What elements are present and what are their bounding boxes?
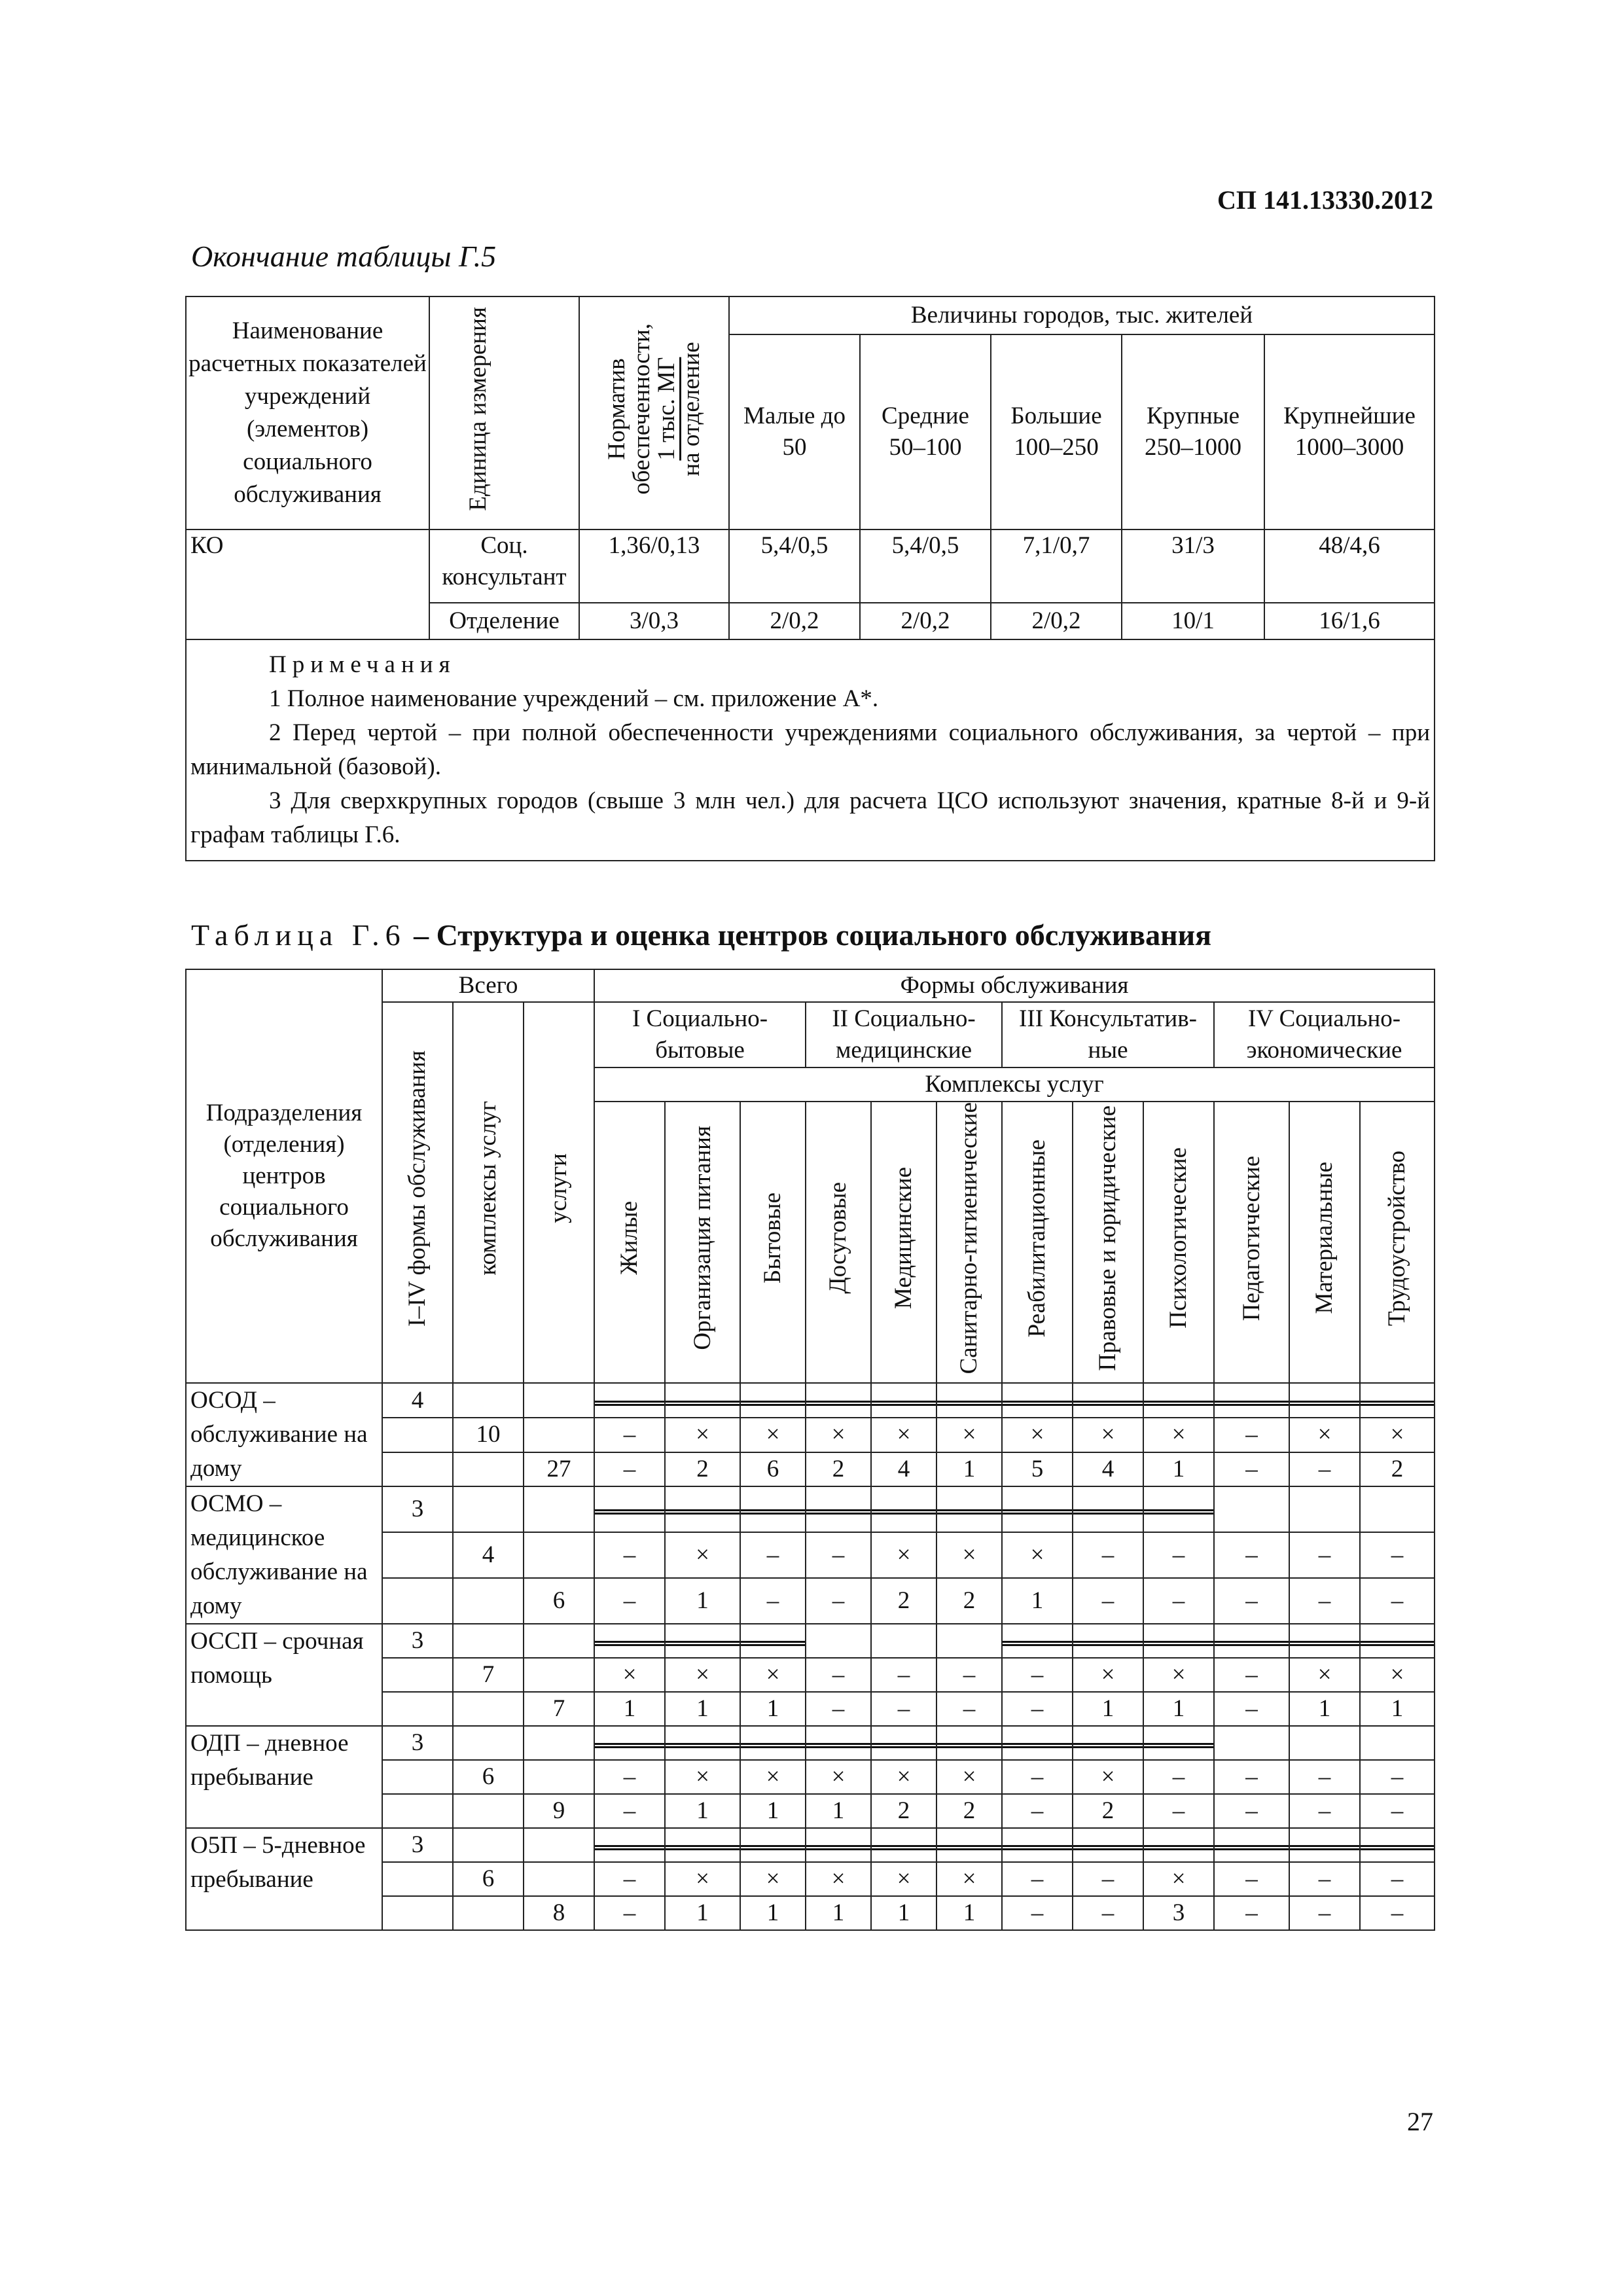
form-bar-cell (1360, 1828, 1435, 1862)
complex-cell: – (1073, 1532, 1143, 1578)
empty-cell (382, 1794, 453, 1828)
subdivision-name: ОССП – срочная помощь (186, 1624, 382, 1726)
form-bar-cell (936, 1828, 1002, 1862)
service-cell: 2 (665, 1452, 740, 1487)
form-bar-cell (936, 1726, 1002, 1760)
cell-small: 5,4/0,5 (729, 529, 860, 603)
complex-cell: × (665, 1862, 740, 1896)
header-services: услуги (524, 1002, 594, 1383)
service-cell: 1 (806, 1794, 871, 1828)
form-bar-cell (936, 1383, 1002, 1418)
form-bar-cell (740, 1624, 806, 1658)
service-cell: – (1214, 1794, 1289, 1828)
header-complex-col: Реабилитационные (1002, 1102, 1073, 1383)
services-count-cell: 9 (524, 1794, 594, 1828)
form-bar-cell (1002, 1828, 1073, 1862)
empty-cell (453, 1624, 524, 1658)
empty-cell (524, 1828, 594, 1862)
empty-cell (524, 1760, 594, 1794)
form-bar-cell (871, 1383, 936, 1418)
complex-cell: × (936, 1418, 1002, 1452)
form-bar-cell (1002, 1486, 1073, 1532)
header-city-sizes: Величины городов, тыс. жителей (729, 296, 1435, 334)
cell-unit: Отделение (429, 603, 579, 639)
document-code: СП 141.13330.2012 (1217, 185, 1433, 215)
form-bar-cell (806, 1726, 871, 1760)
header-largest: Крупнейшие 1000–3000 (1264, 334, 1435, 529)
complex-cell: × (740, 1658, 806, 1692)
service-cell: – (1214, 1578, 1289, 1624)
form-bar-cell (806, 1624, 871, 1658)
empty-cell (524, 1862, 594, 1896)
complex-cell: × (740, 1862, 806, 1896)
service-cell: – (1214, 1452, 1289, 1487)
service-cell: – (1073, 1896, 1143, 1930)
complexes-count-cell: 10 (453, 1418, 524, 1452)
form-bar-cell (1002, 1726, 1073, 1760)
empty-cell (453, 1896, 524, 1930)
service-cell: – (1214, 1692, 1289, 1726)
complex-cell: – (1073, 1862, 1143, 1896)
header-norm: Норматив обеспеченности, 1 тыс. МГ на отделение (579, 296, 729, 529)
services-count-cell: 27 (524, 1452, 594, 1487)
header-form-4: IV Социально-экономические (1214, 1002, 1435, 1067)
header-complex-col: Медицинские (871, 1102, 936, 1383)
complex-cell: – (1214, 1658, 1289, 1692)
complex-cell: – (806, 1532, 871, 1578)
service-cell: – (1289, 1896, 1360, 1930)
form-bar-cell (871, 1828, 936, 1862)
empty-cell (453, 1828, 524, 1862)
complex-cell: – (871, 1658, 936, 1692)
complex-cell: – (594, 1862, 665, 1896)
complex-cell: × (665, 1532, 740, 1578)
form-bar-cell (1002, 1383, 1073, 1418)
cell-big: 31/3 (1122, 529, 1264, 603)
form-bar-cell (1214, 1624, 1289, 1658)
table-g6-title: Таблица Г.6 – Структура и оценка центров социального обслуживания (191, 918, 1211, 952)
subdivision-name: ОСОД – обслуживание на дому (186, 1383, 382, 1486)
empty-cell (382, 1578, 453, 1624)
complex-cell: × (740, 1418, 806, 1452)
service-cell: 2 (936, 1794, 1002, 1828)
complex-cell: – (1360, 1532, 1435, 1578)
complex-cell: × (740, 1760, 806, 1794)
service-cell: – (594, 1896, 665, 1930)
form-bar-cell (1289, 1486, 1360, 1532)
empty-cell (453, 1692, 524, 1726)
cell-small: 2/0,2 (729, 603, 860, 639)
form-bar-cell (1289, 1828, 1360, 1862)
form-bar-cell (1073, 1624, 1143, 1658)
complex-cell: – (1002, 1862, 1073, 1896)
complex-cell: × (1289, 1658, 1360, 1692)
service-cell: 1 (1289, 1692, 1360, 1726)
header-complex-col: Санитарно-гигиенические (936, 1102, 1002, 1383)
header-complexes: комплексы услуг (453, 1002, 524, 1383)
form-bar-cell (665, 1828, 740, 1862)
service-cell: – (740, 1578, 806, 1624)
form-bar-cell (1360, 1624, 1435, 1658)
service-cell: – (806, 1578, 871, 1624)
header-medium: Средние 50–100 (860, 334, 991, 529)
notes-block (186, 639, 1435, 861)
header-form-2: II Социально-медицинские (806, 1002, 1002, 1067)
header-forms: Формы обслуживания (594, 969, 1435, 1002)
form-bar-cell (740, 1486, 806, 1532)
notes-heading: Примечания (269, 651, 456, 678)
complex-cell: – (1289, 1760, 1360, 1794)
header-large: Большие 100–250 (991, 334, 1122, 529)
complex-cell: × (1360, 1658, 1435, 1692)
empty-cell (382, 1658, 453, 1692)
empty-cell (524, 1658, 594, 1692)
complex-cell: – (1214, 1862, 1289, 1896)
complex-cell: × (1143, 1658, 1214, 1692)
complex-cell: – (936, 1658, 1002, 1692)
complex-cell: × (936, 1760, 1002, 1794)
complex-cell: × (665, 1658, 740, 1692)
service-cell: – (1143, 1578, 1214, 1624)
header-unit: Единица измерения (429, 296, 579, 529)
complex-cell: – (1214, 1418, 1289, 1452)
form-bar-cell (665, 1486, 740, 1532)
header-big: Крупные 250–1000 (1122, 334, 1264, 529)
form-bar-cell (1073, 1726, 1143, 1760)
header-small: Малые до 50 (729, 334, 860, 529)
empty-cell (382, 1532, 453, 1578)
form-bar-cell (1214, 1383, 1289, 1418)
complexes-count-cell: 6 (453, 1760, 524, 1794)
empty-cell (453, 1486, 524, 1532)
form-bar-cell (594, 1828, 665, 1862)
form-bar-cell (740, 1383, 806, 1418)
complex-cell: × (1073, 1760, 1143, 1794)
service-cell: 1 (665, 1794, 740, 1828)
cell-large: 2/0,2 (991, 603, 1122, 639)
service-cell: – (1143, 1794, 1214, 1828)
services-count-cell: 7 (524, 1692, 594, 1726)
form-bar-cell (1143, 1624, 1214, 1658)
cell-large: 7,1/0,7 (991, 529, 1122, 603)
form-bar-cell (1214, 1726, 1289, 1760)
service-cell: 1 (740, 1794, 806, 1828)
empty-cell (453, 1452, 524, 1487)
service-cell: 1 (594, 1692, 665, 1726)
service-cell: 2 (1360, 1452, 1435, 1487)
empty-cell (382, 1862, 453, 1896)
complex-cell: – (740, 1532, 806, 1578)
forms-count-cell: 3 (382, 1828, 453, 1862)
form-bar-cell (1143, 1383, 1214, 1418)
empty-cell (453, 1794, 524, 1828)
service-cell: 1 (1143, 1692, 1214, 1726)
service-cell: – (871, 1692, 936, 1726)
service-cell: 1 (1360, 1692, 1435, 1726)
complex-cell: × (871, 1862, 936, 1896)
form-bar-cell (1289, 1383, 1360, 1418)
service-cell: 2 (806, 1452, 871, 1487)
header-form-1: I Социально-бытовые (594, 1002, 806, 1067)
service-cell: – (1360, 1794, 1435, 1828)
empty-cell (382, 1418, 453, 1452)
complex-cell: × (1002, 1532, 1073, 1578)
service-cell: – (1002, 1896, 1073, 1930)
subdivision-name: ОСМО – медицинское обслуживание на дому (186, 1486, 382, 1624)
form-bar-cell (936, 1624, 1002, 1658)
cell-medium: 2/0,2 (860, 603, 991, 639)
form-bar-cell (594, 1383, 665, 1418)
header-complex-col: Организация питания (665, 1102, 740, 1383)
form-bar-cell (1143, 1486, 1214, 1532)
services-count-cell: 6 (524, 1578, 594, 1624)
complex-cell: – (594, 1760, 665, 1794)
header-name: Наименование расчетных показателей учреждений (элементов) социального обслуживания (186, 296, 429, 529)
complex-cell: × (936, 1532, 1002, 1578)
row-name: КО (186, 529, 429, 639)
complex-cell: × (806, 1760, 871, 1794)
service-cell: – (1073, 1578, 1143, 1624)
form-bar-cell (806, 1486, 871, 1532)
header-complex-col: Правовые и юридические (1073, 1102, 1143, 1383)
form-bar-cell (1214, 1828, 1289, 1862)
service-cell: 1 (936, 1896, 1002, 1930)
empty-cell (382, 1692, 453, 1726)
form-bar-cell (1143, 1828, 1214, 1862)
empty-cell (524, 1532, 594, 1578)
complex-cell: × (1143, 1862, 1214, 1896)
table-row (186, 1726, 1435, 1760)
cell-unit: Соц. консультант (429, 529, 579, 603)
empty-cell (524, 1486, 594, 1532)
service-cell: – (1289, 1578, 1360, 1624)
service-cell: – (806, 1692, 871, 1726)
service-cell: 1 (871, 1896, 936, 1930)
service-cell: 1 (665, 1692, 740, 1726)
forms-count-cell: 3 (382, 1486, 453, 1532)
complex-cell: × (936, 1862, 1002, 1896)
empty-cell (453, 1383, 524, 1418)
complex-cell: × (1143, 1418, 1214, 1452)
table-row (186, 1624, 1435, 1658)
complex-cell: – (1214, 1532, 1289, 1578)
complexes-count-cell: 7 (453, 1658, 524, 1692)
form-bar-cell (594, 1624, 665, 1658)
form-bar-cell (665, 1383, 740, 1418)
complex-cell: × (665, 1760, 740, 1794)
complex-cell: – (1214, 1760, 1289, 1794)
header-complex-col: Бытовые (740, 1102, 806, 1383)
complexes-count-cell: 6 (453, 1862, 524, 1896)
header-complex-col: Трудоустройство (1360, 1102, 1435, 1383)
table-row (186, 1383, 1435, 1418)
cell-big: 10/1 (1122, 603, 1264, 639)
continuation-title: Окончание таблицы Г.5 (191, 240, 497, 273)
complex-cell: × (806, 1862, 871, 1896)
empty-cell (524, 1624, 594, 1658)
complex-cell: × (806, 1418, 871, 1452)
complex-cell: × (665, 1418, 740, 1452)
table-g5 (185, 296, 1435, 861)
table-row (186, 1828, 1435, 1862)
header-complex-col: Психологические (1143, 1102, 1214, 1383)
service-cell: 1 (740, 1896, 806, 1930)
form-bar-cell (806, 1383, 871, 1418)
service-cell: – (1289, 1794, 1360, 1828)
service-cell: – (1002, 1692, 1073, 1726)
service-cell: 2 (1073, 1794, 1143, 1828)
empty-cell (382, 1896, 453, 1930)
service-cell: 2 (871, 1794, 936, 1828)
form-bar-cell (1143, 1726, 1214, 1760)
header-forms-count: I–IV формы обслуживания (382, 1002, 453, 1383)
service-cell: 4 (1073, 1452, 1143, 1487)
form-bar-cell (871, 1726, 936, 1760)
service-cell: 1 (1143, 1452, 1214, 1487)
form-bar-cell (1002, 1624, 1073, 1658)
service-cell: – (1360, 1578, 1435, 1624)
service-cell: 1 (1073, 1692, 1143, 1726)
form-bar-cell (1214, 1486, 1289, 1532)
form-bar-cell (1289, 1624, 1360, 1658)
empty-cell (382, 1452, 453, 1487)
complex-cell: × (1073, 1658, 1143, 1692)
complex-cell: × (871, 1532, 936, 1578)
header-service-complexes: Комплексы услуг (594, 1067, 1435, 1102)
service-cell: – (594, 1794, 665, 1828)
table-g6 (185, 969, 1435, 1931)
complex-cell: – (1143, 1760, 1214, 1794)
empty-cell (524, 1383, 594, 1418)
service-cell: 1 (740, 1692, 806, 1726)
form-bar-cell (594, 1486, 665, 1532)
header-complex-col: Жилые (594, 1102, 665, 1383)
service-cell: 1 (665, 1896, 740, 1930)
form-bar-cell (665, 1624, 740, 1658)
form-bar-cell (1360, 1383, 1435, 1418)
empty-cell (524, 1726, 594, 1760)
complex-cell: × (1360, 1418, 1435, 1452)
complex-cell: × (594, 1658, 665, 1692)
cell-largest: 16/1,6 (1264, 603, 1435, 639)
table-row (186, 1486, 1435, 1532)
complex-cell: × (1002, 1418, 1073, 1452)
form-bar-cell (594, 1726, 665, 1760)
service-cell: 4 (871, 1452, 936, 1487)
forms-count-cell: 3 (382, 1624, 453, 1658)
empty-cell (524, 1418, 594, 1452)
note-1: 1 Полное наименование учреждений – см. приложение А*. (269, 685, 879, 712)
cell-norm: 1,36/0,13 (579, 529, 729, 603)
complex-cell: × (871, 1760, 936, 1794)
forms-count-cell: 3 (382, 1726, 453, 1760)
form-bar-cell (1073, 1828, 1143, 1862)
complex-cell: – (594, 1532, 665, 1578)
complex-cell: – (1143, 1532, 1214, 1578)
form-bar-cell (1360, 1486, 1435, 1532)
services-count-cell: 8 (524, 1896, 594, 1930)
note-3: 3 Для сверхкрупных городов (свыше 3 млн чел.) для расчета ЦСО используют значения, кратные 8-й и 9-й графам таблицы Г.6. (190, 787, 1431, 848)
form-bar-cell (665, 1726, 740, 1760)
subdivision-name: ОДП – дневное пребывание (186, 1726, 382, 1828)
service-cell: – (594, 1578, 665, 1624)
service-cell: 2 (936, 1578, 1002, 1624)
service-cell: – (1289, 1452, 1360, 1487)
form-bar-cell (871, 1624, 936, 1658)
cell-norm: 3/0,3 (579, 603, 729, 639)
complex-cell: – (1002, 1760, 1073, 1794)
complex-cell: – (1289, 1862, 1360, 1896)
complex-cell: × (1289, 1418, 1360, 1452)
complex-cell: – (1002, 1658, 1073, 1692)
header-total: Всего (382, 969, 594, 1002)
form-bar-cell (740, 1726, 806, 1760)
complex-cell: – (806, 1658, 871, 1692)
cell-largest: 48/4,6 (1264, 529, 1435, 603)
complexes-count-cell: 4 (453, 1532, 524, 1578)
service-cell: – (936, 1692, 1002, 1726)
header-complex-col: Досуговые (806, 1102, 871, 1383)
complex-cell: – (1289, 1532, 1360, 1578)
service-cell: 1 (1002, 1578, 1073, 1624)
complex-cell: – (1360, 1862, 1435, 1896)
cell-medium: 5,4/0,5 (860, 529, 991, 603)
service-cell: 2 (871, 1578, 936, 1624)
form-bar-cell (806, 1828, 871, 1862)
service-cell: – (1214, 1896, 1289, 1930)
service-cell: 1 (665, 1578, 740, 1624)
empty-cell (453, 1578, 524, 1624)
service-cell: 1 (936, 1452, 1002, 1487)
form-bar-cell (936, 1486, 1002, 1532)
header-form-3: III Консультатив-ные (1002, 1002, 1214, 1067)
service-cell: – (1002, 1794, 1073, 1828)
page-number: 27 (1407, 2107, 1433, 2136)
header-complex-col: Материальные (1289, 1102, 1360, 1383)
service-cell: 1 (806, 1896, 871, 1930)
complex-cell: – (594, 1418, 665, 1452)
form-bar-cell (1360, 1726, 1435, 1760)
note-2: 2 Перед чертой – при полной обеспеченности учреждениями социального обслуживания, за чертой – при минимальной (базовой). (190, 719, 1431, 780)
service-cell: – (1360, 1896, 1435, 1930)
service-cell: 5 (1002, 1452, 1073, 1487)
form-bar-cell (1073, 1383, 1143, 1418)
complex-cell: × (871, 1418, 936, 1452)
form-bar-cell (1289, 1726, 1360, 1760)
complex-cell: × (1073, 1418, 1143, 1452)
form-bar-cell (1073, 1486, 1143, 1532)
header-complex-col: Педагогические (1214, 1102, 1289, 1383)
empty-cell (382, 1760, 453, 1794)
subdivision-name: О5П – 5-дневное пребывание (186, 1828, 382, 1930)
forms-count-cell: 4 (382, 1383, 453, 1418)
form-bar-cell (871, 1486, 936, 1532)
form-bar-cell (740, 1828, 806, 1862)
service-cell: 6 (740, 1452, 806, 1487)
service-cell: – (594, 1452, 665, 1487)
empty-cell (453, 1726, 524, 1760)
service-cell: 3 (1143, 1896, 1214, 1930)
complex-cell: – (1360, 1760, 1435, 1794)
header-subdivisions: Подразделения (отделения) центров социального обслуживания (186, 969, 382, 1383)
